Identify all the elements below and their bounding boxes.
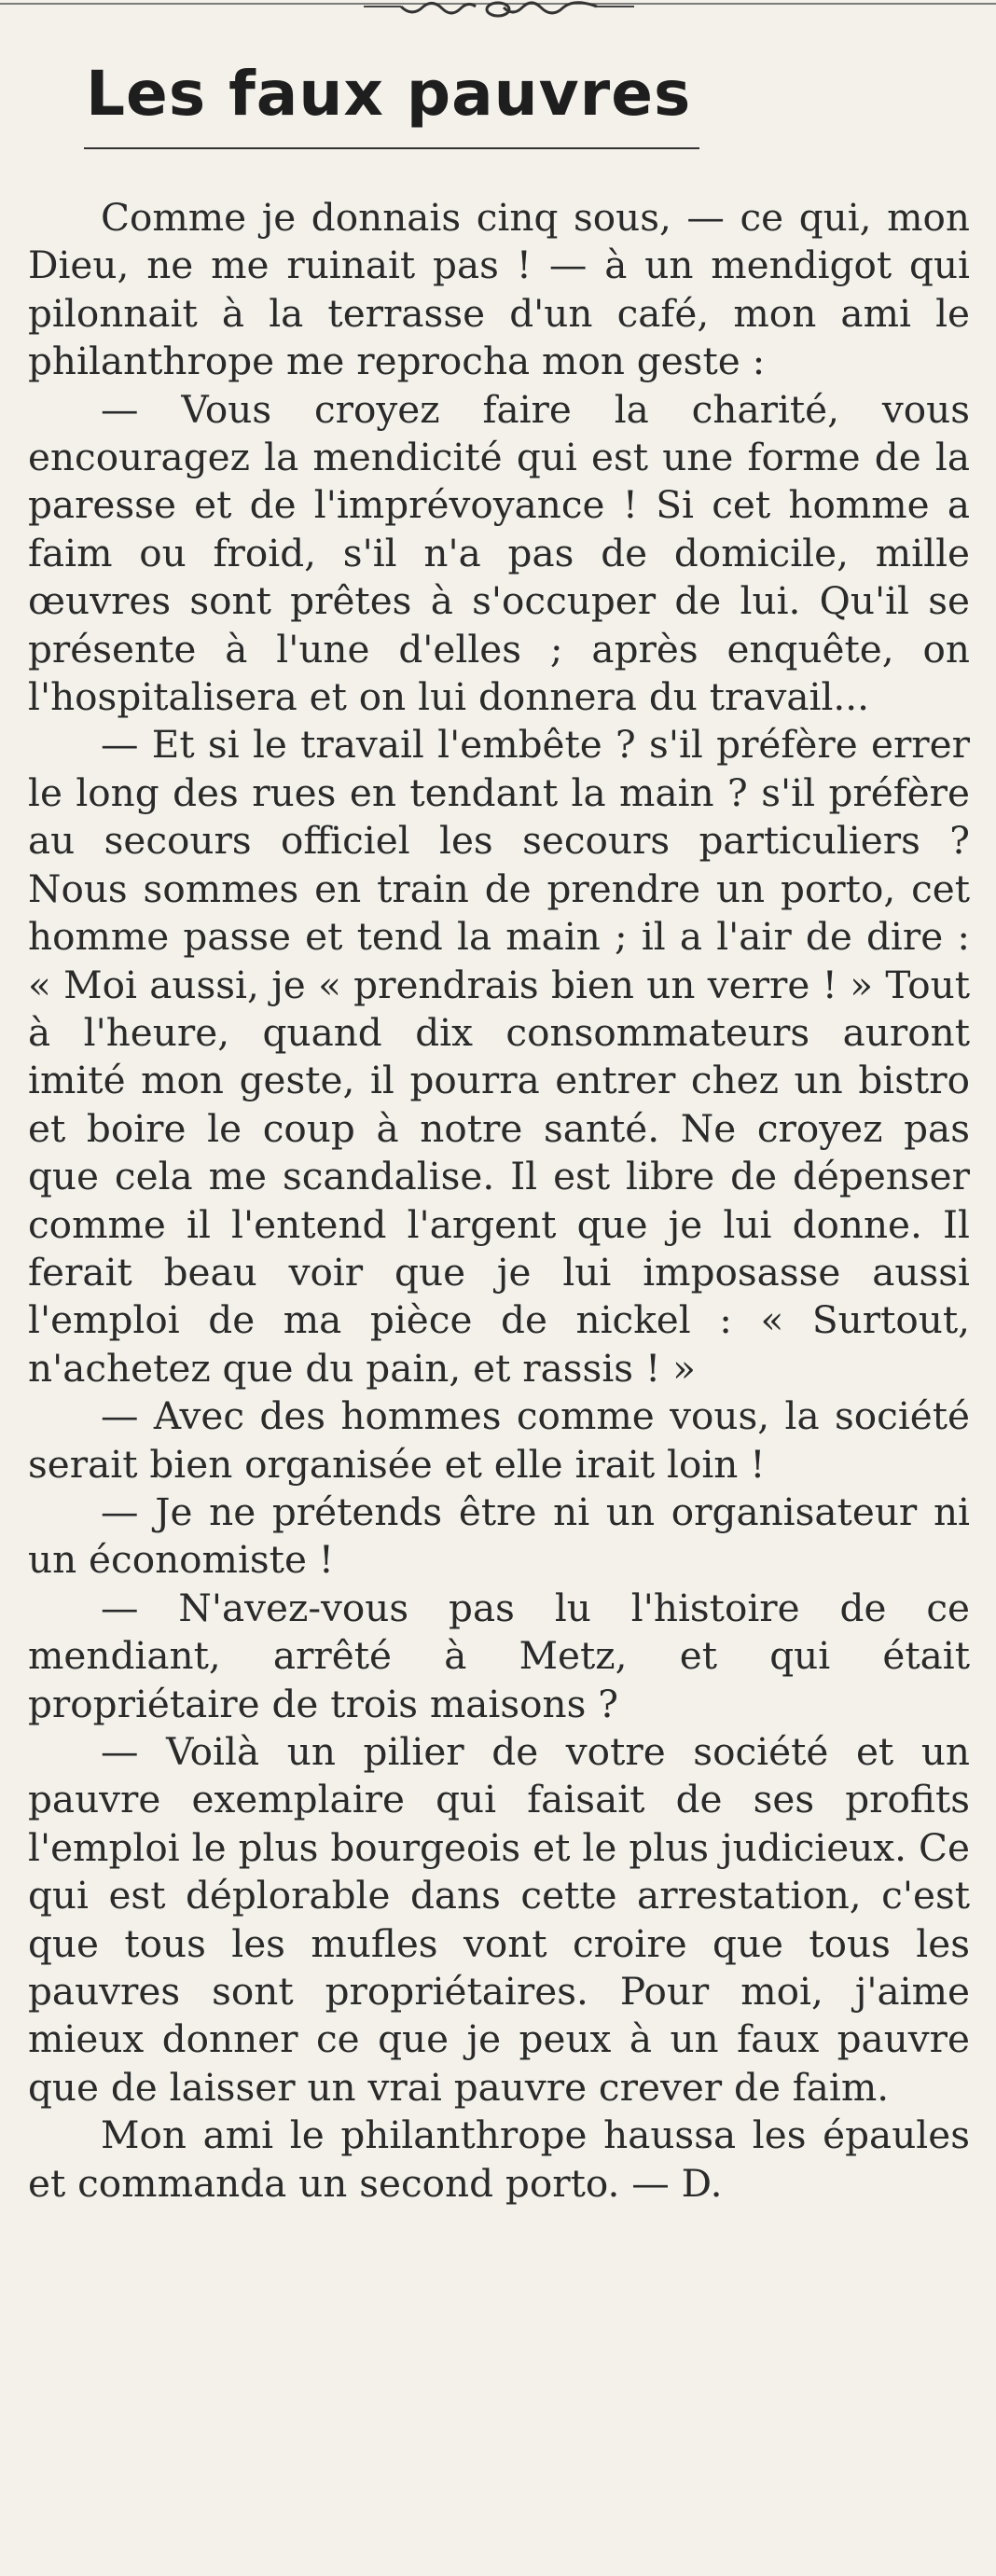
article-body — [28, 194, 970, 2208]
article-title: Les faux pauvres — [86, 58, 692, 130]
paragraph-7: — Voilà un pilier de votre société et un pauvre exemplaire qui faisait de ses profits l'emploi le plus bourgeois et le plus judicieux. Ce qui est déplorable dans cette arrestation, c'est que tous les mufles vont croire que tous les pauvres sont propriétaires. Pour moi, j'aime mieux donner ce que je peux à un faux pauvre que de laisser un vrai pauvre crever de faim. — [28, 1729, 970, 2110]
paragraph-6: — N'avez-vous pas lu l'histoire de ce mendiant, arrêté à Metz, et qui était propriétaire de trois maisons ? — [28, 1585, 970, 1726]
paragraph-4: — Avec des hommes comme vous, la société serait bien organisée et elle irait loin ! — [28, 1393, 970, 1487]
paragraph-5: — Je ne prétends être ni un organisateur ni un économiste ! — [28, 1489, 970, 1583]
ornament-divider — [0, 0, 996, 28]
paragraph-1: Comme je donnais cinq sous, — ce qui, mon Dieu, ne me ruinait pas ! — à un mendigot qui pilonnait à la terrasse d'un café, mon ami le philanthrope me reprocha mon geste : — [28, 195, 970, 384]
paragraph-3: — Et si le travail l'embête ? s'il préfère errer le long des rues en tendant la main ? s'il préfère au secours officiel les secours particuliers ? Nous sommes en train de prendre un porto, cet homme passe et tend la main ; il a l'air de dire : « Moi aussi, je « prendrais bien un verre ! » Tout à l'heure, quand dix consommateurs auront imité mon geste, il pourra entrer chez un bistro et boire le coup à notre santé. Ne croyez pas que cela me scandalise. Il est libre de dépenser comme il l'entend l'argent que je lui donne. Il ferait beau voir que je lui imposasse aussi l'emploi de ma pièce de nickel : « Surtout, n'achetez que du pain, et rassis ! » — [28, 722, 970, 1391]
title-underline — [84, 147, 699, 149]
paragraph-8: Mon ami le philanthrope haussa les épaules et commanda un second porto. — D. — [28, 2112, 970, 2206]
paragraph-2: — Vous croyez faire la charité, vous encouragez la mendicité qui est une forme de la paresse et de l'imprévoyance ! Si cet homme a faim ou froid, s'il n'a pas de domicile, mille œuvres sont prêtes à s'occuper de lui. Qu'il se présente à l'une d'elles ; après enquête, on l'hospitalisera et on lui donnera du travail... — [28, 386, 970, 720]
